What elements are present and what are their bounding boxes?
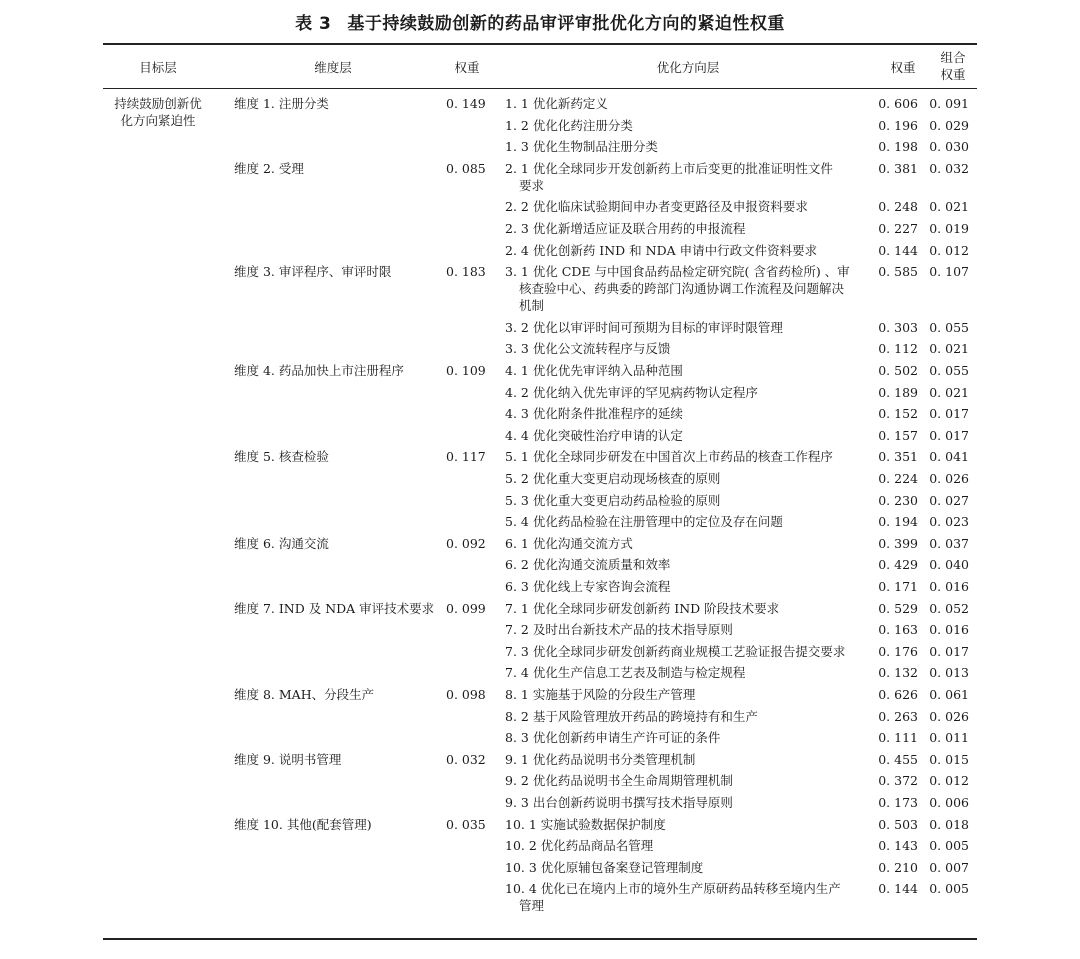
direction-text: 5. 1 优化全球同步研发在中国首次上市药品的核查工作程序 — [505, 449, 833, 465]
direction-weight: 0. 372 — [878, 773, 918, 789]
combined-weight: 0. 018 — [929, 816, 969, 832]
header-direction-weight: 权重 — [890, 60, 916, 75]
direction-text: 1. 3 优化生物制品注册分类 — [505, 139, 658, 155]
direction-text: 7. 2 及时出台新技术产品的技术指导原则 — [505, 622, 733, 638]
direction-text: 9. 2 优化药品说明书全生命周期管理机制 — [505, 773, 733, 789]
direction-weight: 0. 503 — [878, 816, 918, 832]
direction-text: 6. 2 优化沟通交流质量和效率 — [505, 557, 671, 573]
direction-text: 2. 4 优化创新药 IND 和 NDA 申请中行政文件资料要求 — [505, 242, 818, 258]
combined-weight: 0. 107 — [929, 264, 969, 280]
direction-text: 10. 2 优化药品商品名管理 — [505, 838, 654, 854]
combined-weight: 0. 041 — [929, 449, 969, 465]
direction-text: 7. 4 优化生产信息工艺表及制造与检定规程 — [505, 665, 746, 681]
direction-text: 核查验中心、药典委的跨部门沟通协调工作流程及问题解决 — [519, 281, 845, 297]
direction-text: 5. 3 优化重大变更启动药品检验的原则 — [505, 492, 721, 508]
dimension-weight: 0. 099 — [446, 600, 486, 616]
direction-weight: 0. 230 — [878, 492, 918, 508]
direction-weight: 0. 585 — [878, 264, 918, 280]
direction-weight: 0. 198 — [878, 139, 918, 155]
combined-weight: 0. 030 — [929, 139, 969, 155]
combined-weight: 0. 017 — [929, 427, 969, 443]
direction-weight: 0. 196 — [878, 117, 918, 133]
combined-weight: 0. 016 — [929, 579, 969, 594]
goal-line: 化方向紧迫性 — [120, 113, 196, 128]
direction-weight: 0. 263 — [878, 708, 918, 724]
direction-text: 7. 3 优化全球同步研发创新药商业规模工艺验证报告提交要求 — [505, 643, 846, 659]
combined-weight: 0. 032 — [929, 160, 969, 176]
direction-text: 3. 2 优化以审评时间可预期为目标的审评时限管理 — [505, 319, 783, 335]
combined-weight: 0. 091 — [929, 96, 969, 111]
combined-weight: 0. 055 — [929, 363, 969, 378]
direction-weight: 0. 189 — [878, 384, 918, 400]
dimension-weight: 0. 183 — [446, 264, 486, 280]
combined-weight: 0. 021 — [929, 341, 969, 357]
dimension-name: 维度 2. 受理 — [234, 160, 304, 176]
direction-text: 1. 1 优化新药定义 — [505, 96, 608, 111]
direction-weight: 0. 227 — [878, 221, 918, 236]
direction-weight: 0. 303 — [878, 319, 918, 335]
dimension-weight: 0. 035 — [446, 816, 486, 832]
combined-weight: 0. 023 — [929, 514, 969, 530]
dimension-name: 维度 1. 注册分类 — [234, 96, 329, 111]
direction-text: 3. 3 优化公文流转程序与反馈 — [505, 341, 671, 357]
combined-weight: 0. 029 — [929, 117, 969, 133]
dimension-name: 维度 6. 沟通交流 — [234, 535, 329, 551]
direction-text: 9. 3 出台创新药说明书撰写技术指导原则 — [505, 795, 733, 810]
direction-text: 4. 4 优化突破性治疗申请的认定 — [505, 427, 683, 443]
direction-weight: 0. 502 — [878, 363, 918, 378]
direction-text: 要求 — [519, 177, 545, 193]
dimension-name: 维度 7. IND 及 NDA 审评技术要求 — [234, 600, 435, 616]
direction-weight: 0. 132 — [878, 665, 918, 681]
direction-text: 10. 1 实施试验数据保护制度 — [505, 816, 666, 832]
combined-weight: 0. 005 — [929, 881, 969, 897]
direction-weight: 0. 111 — [878, 730, 918, 746]
header-combined-weight-line1: 组合 — [940, 50, 966, 65]
direction-text: 管理 — [519, 898, 545, 914]
dimension-weight: 0. 109 — [446, 363, 486, 378]
direction-text: 2. 1 优化全球同步开发创新药上市后变更的批准证明性文件 — [505, 160, 833, 176]
direction-text: 4. 3 优化附条件批准程序的延续 — [505, 406, 683, 422]
dimension-name: 维度 8. MAH、分段生产 — [234, 687, 375, 702]
header-weight: 权重 — [454, 60, 480, 75]
direction-text: 6. 1 优化沟通交流方式 — [505, 535, 633, 551]
combined-weight: 0. 007 — [929, 859, 969, 875]
combined-weight: 0. 019 — [929, 221, 969, 236]
dimension-name: 维度 9. 说明书管理 — [234, 751, 342, 767]
dimension-weight: 0. 085 — [446, 160, 486, 176]
direction-text: 4. 1 优化优先审评纳入品种范围 — [505, 363, 683, 378]
combined-weight: 0. 013 — [929, 665, 969, 681]
direction-weight: 0. 224 — [878, 471, 918, 486]
header-dimension: 维度层 — [314, 60, 352, 75]
direction-weight: 0. 626 — [878, 687, 918, 702]
combined-weight: 0. 005 — [929, 838, 969, 854]
direction-weight: 0. 157 — [878, 427, 918, 443]
combined-weight: 0. 061 — [929, 687, 969, 702]
direction-text: 1. 2 优化化药注册分类 — [505, 117, 633, 133]
direction-text: 10. 4 优化已在境内上市的境外生产原研药品转移至境内生产 — [505, 881, 841, 897]
combined-weight: 0. 015 — [929, 751, 969, 767]
direction-text: 9. 1 优化药品说明书分类管理机制 — [505, 751, 696, 767]
header-goal: 目标层 — [139, 60, 177, 75]
dimension-name: 维度 4. 药品加快上市注册程序 — [234, 363, 404, 378]
dimension-name: 维度 3. 审评程序、审评时限 — [234, 264, 392, 280]
direction-weight: 0. 248 — [878, 199, 918, 215]
direction-text: 6. 3 优化线上专家咨询会流程 — [505, 579, 671, 594]
direction-weight: 0. 112 — [878, 341, 918, 357]
direction-weight: 0. 176 — [878, 643, 918, 659]
direction-text: 8. 1 实施基于风险的分段生产管理 — [505, 687, 696, 702]
top-rule — [103, 43, 977, 45]
direction-weight: 0. 194 — [878, 514, 918, 530]
direction-text: 3. 1 优化 CDE 与中国食品药品检定研究院( 含省药检所) 、审 — [505, 264, 850, 280]
dimension-weight: 0. 032 — [446, 751, 486, 767]
combined-weight: 0. 026 — [929, 471, 969, 486]
direction-text: 4. 2 优化纳入优先审评的罕见病药物认定程序 — [505, 384, 758, 400]
combined-weight: 0. 021 — [929, 384, 969, 400]
direction-text: 10. 3 优化原辅包备案登记管理制度 — [505, 859, 704, 875]
combined-weight: 0. 017 — [929, 643, 969, 659]
direction-weight: 0. 173 — [878, 795, 918, 810]
combined-weight: 0. 026 — [929, 708, 969, 724]
bottom-rule — [103, 938, 977, 940]
table-caption — [0, 9, 1080, 34]
direction-weight: 0. 529 — [878, 600, 918, 616]
direction-weight: 0. 143 — [878, 838, 918, 854]
combined-weight: 0. 006 — [929, 795, 969, 810]
combined-weight: 0. 012 — [929, 773, 969, 789]
dimension-weight: 0. 092 — [446, 535, 486, 551]
header-combined-weight — [930, 49, 976, 83]
dimension-name: 维度 5. 核查检验 — [234, 449, 329, 465]
combined-weight: 0. 021 — [929, 199, 969, 215]
direction-weight: 0. 399 — [878, 535, 918, 551]
direction-weight: 0. 351 — [878, 449, 918, 465]
combined-weight: 0. 037 — [929, 535, 969, 551]
direction-weight: 0. 171 — [878, 579, 918, 594]
combined-weight: 0. 040 — [929, 557, 969, 573]
table-number: 表 3 — [295, 14, 332, 34]
direction-text: 7. 1 优化全球同步研发创新药 IND 阶段技术要求 — [505, 600, 780, 616]
direction-text: 2. 2 优化临床试验期间申办者变更路径及申报资料要求 — [505, 199, 808, 215]
direction-weight: 0. 210 — [878, 859, 918, 875]
direction-weight: 0. 144 — [878, 881, 918, 897]
direction-weight: 0. 455 — [878, 751, 918, 767]
combined-weight: 0. 016 — [929, 622, 969, 638]
direction-weight: 0. 606 — [878, 96, 918, 111]
direction-weight: 0. 381 — [878, 160, 918, 176]
direction-text: 8. 3 优化创新药申请生产许可证的条件 — [505, 730, 721, 746]
dimension-name: 维度 10. 其他(配套管理) — [234, 816, 372, 832]
direction-weight: 0. 152 — [878, 406, 918, 422]
header-direction: 优化方向层 — [656, 60, 720, 75]
direction-text: 8. 2 基于风险管理放开药品的跨境持有和生产 — [505, 708, 758, 724]
dimension-weight: 0. 098 — [446, 687, 486, 702]
direction-text: 5. 4 优化药品检验在注册管理中的定位及存在问题 — [505, 514, 783, 530]
direction-weight: 0. 429 — [878, 557, 918, 573]
combined-weight: 0. 017 — [929, 406, 969, 422]
direction-weight: 0. 163 — [878, 622, 918, 638]
combined-weight: 0. 055 — [929, 319, 969, 335]
goal-cell — [108, 95, 208, 129]
combined-weight: 0. 027 — [929, 492, 969, 508]
combined-weight: 0. 011 — [929, 730, 969, 746]
combined-weight: 0. 012 — [929, 242, 969, 258]
direction-text: 2. 3 优化新增适应证及联合用药的申报流程 — [505, 221, 746, 236]
direction-text: 机制 — [519, 298, 545, 314]
header-rule — [103, 88, 977, 89]
direction-weight: 0. 144 — [878, 242, 918, 258]
header-combined-weight-line2: 权重 — [940, 67, 966, 82]
combined-weight: 0. 052 — [929, 600, 969, 616]
direction-text: 5. 2 优化重大变更启动现场核查的原则 — [505, 471, 721, 486]
dimension-weight: 0. 149 — [446, 96, 486, 111]
dimension-weight: 0. 117 — [446, 449, 486, 465]
goal-line: 持续鼓励创新优 — [114, 96, 202, 111]
table-title: 基于持续鼓励创新的药品审评审批优化方向的紧迫性权重 — [347, 14, 785, 34]
